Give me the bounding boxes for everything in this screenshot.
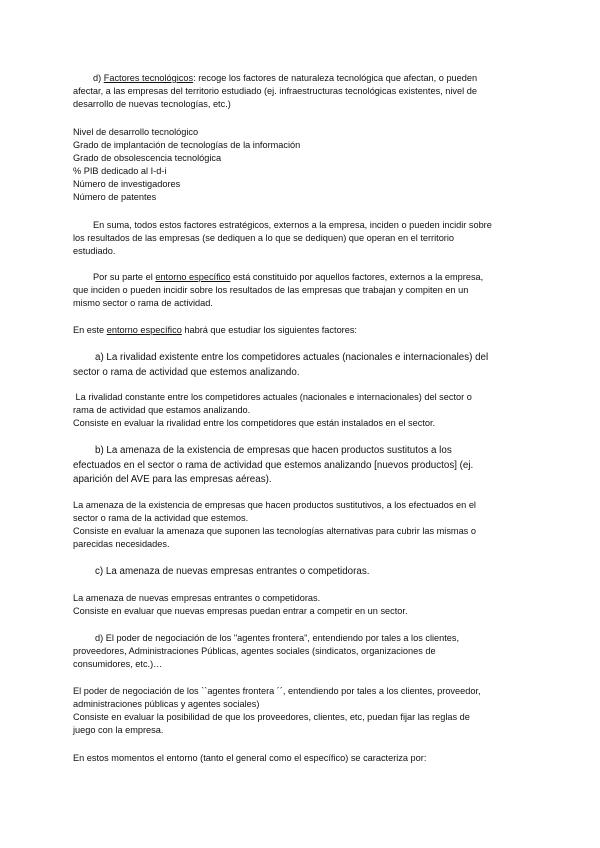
list-item: Grado de obsolescencia tecnológica	[73, 153, 222, 163]
factor-a-body-line: Consiste en evaluar la rivalidad entre los competidores que están instalados en el sector.	[73, 418, 436, 428]
summary-line: estudiado.	[73, 246, 116, 256]
factor-b-body	[73, 499, 525, 551]
factor-b-title-line: efectuados en el sector o rama de actividad que estemos analizando [nuevos productos] (ej.	[73, 459, 474, 471]
factor-d-body	[73, 685, 525, 737]
specific-pre: Por su parte el	[93, 272, 156, 282]
list-item: Grado de implantación de tecnologías de la información	[73, 140, 301, 150]
summary-paragraph	[73, 219, 525, 258]
list-item: Nivel de desarrollo tecnológico	[73, 127, 199, 137]
list-item: % PIB dedicado al I-d-i	[73, 166, 167, 176]
factor-d-body-line: El poder de negociación de los ``agentes frontera ´´, entendiendo por tales a los clientes, proveedor,	[73, 686, 481, 696]
factor-d-body-line: Consiste en evaluar la posibilidad de que los proveedores, clientes, etc, puedan fijar las reglas de	[73, 712, 470, 722]
closing-paragraph	[73, 752, 525, 765]
specific-environment-paragraph	[73, 271, 525, 310]
study-intro	[73, 324, 525, 337]
factor-a-body-line: rama de actividad que estamos analizando.	[73, 405, 251, 415]
tech-factors-heading: Factores tecnológicos	[103, 73, 194, 83]
factor-c-body-line: La amenaza de nuevas empresas entrantes o competidoras.	[73, 593, 321, 603]
factor-c-title	[73, 565, 525, 580]
specific-line3: mismo sector o rama de actividad.	[73, 298, 213, 308]
study-term: entorno específico	[106, 325, 182, 335]
factor-b-title-line: aparición del AVE para las empresas aéreas).	[73, 474, 272, 485]
factor-a-body	[73, 391, 525, 430]
factor-b-title-line: b) La amenaza de la existencia de empresas que hacen productos sustitutos a los	[95, 445, 452, 456]
specific-line2: que inciden o pueden incidir sobre los resultados de las empresas que trabajan y compiten en un	[73, 285, 469, 295]
tech-indicator-list	[73, 126, 525, 204]
factor-d-title-line: d) El poder de negociación de los "agentes frontera", entendiendo por tales a los clientes,	[95, 633, 460, 643]
factor-b-body-line: sector o rama de la actividad que estemos.	[73, 513, 249, 523]
factor-d-body-line: juego con la empresa.	[73, 725, 164, 735]
factor-b-body-line: La amenaza de la existencia de empresas que hacen productos sustitutivos, a los efectuados en el	[73, 500, 476, 510]
factor-b-body-line: Consiste en evaluar la amenaza que suponen las tecnologías alternativas para cubrir las mismas o	[73, 526, 476, 536]
factor-c-body	[73, 592, 525, 618]
study-post: habrá que estudiar los siguientes factores:	[181, 325, 357, 335]
tech-factors-paragraph	[73, 72, 525, 111]
factor-b-body-line: parecidas necesidades.	[73, 539, 170, 549]
factor-d-title-line: consumidores, etc.)…	[73, 659, 163, 669]
closing-line: En estos momentos el entorno (tanto el general como el específico) se caracteriza por:	[73, 753, 427, 763]
factor-c-title-line: c) La amenaza de nuevas empresas entrantes o competidoras.	[95, 566, 370, 577]
specific-post: está constituido por aquellos factores, externos a la empresa,	[230, 272, 484, 282]
factor-d-title-line: proveedores, Administraciones Públicas, agentes sociales (sindicatos, organizaciones de	[73, 646, 436, 656]
factor-a-title	[73, 351, 525, 380]
tech-factors-line1: : recoge los factores de naturaleza tecnológica que afectan, o pueden	[193, 73, 478, 83]
factor-d-title	[73, 632, 525, 671]
section-d-prefix: d)	[93, 73, 104, 83]
list-item: Número de patentes	[73, 192, 157, 202]
factor-a-title-line: sector o rama de actividad que estemos analizando.	[73, 366, 300, 378]
factor-a-title-line: a) La rivalidad existente entre los competidores actuales (nacionales e internacionales) del	[95, 352, 489, 363]
summary-line: En suma, todos estos factores estratégicos, externos a la empresa, inciden o pueden incidir sobre	[93, 220, 492, 230]
study-pre: En este	[73, 325, 107, 335]
tech-factors-line2: afectar, a las empresas del territorio estudiado (ej. infraestructuras tecnológicas existentes, nivel de	[73, 86, 477, 96]
factor-b-title	[73, 444, 525, 488]
summary-line: los resultados de las empresas (se dediquen a lo que se dediquen) que operan en el territorio	[73, 233, 455, 243]
specific-term: entorno específico	[155, 272, 231, 282]
factor-c-body-line: Consiste en evaluar que nuevas empresas puedan entrar a competir en un sector.	[73, 606, 408, 616]
tech-factors-line3: desarrollo de nuevas tecnologías, etc.)	[73, 99, 231, 109]
factor-d-body-line: administraciones públicas y agentes sociales)	[73, 699, 260, 709]
list-item: Número de investigadores	[73, 179, 181, 189]
factor-a-body-line: La rivalidad constante entre los competidores actuales (nacionales e internacionales) del sector o	[73, 392, 472, 402]
